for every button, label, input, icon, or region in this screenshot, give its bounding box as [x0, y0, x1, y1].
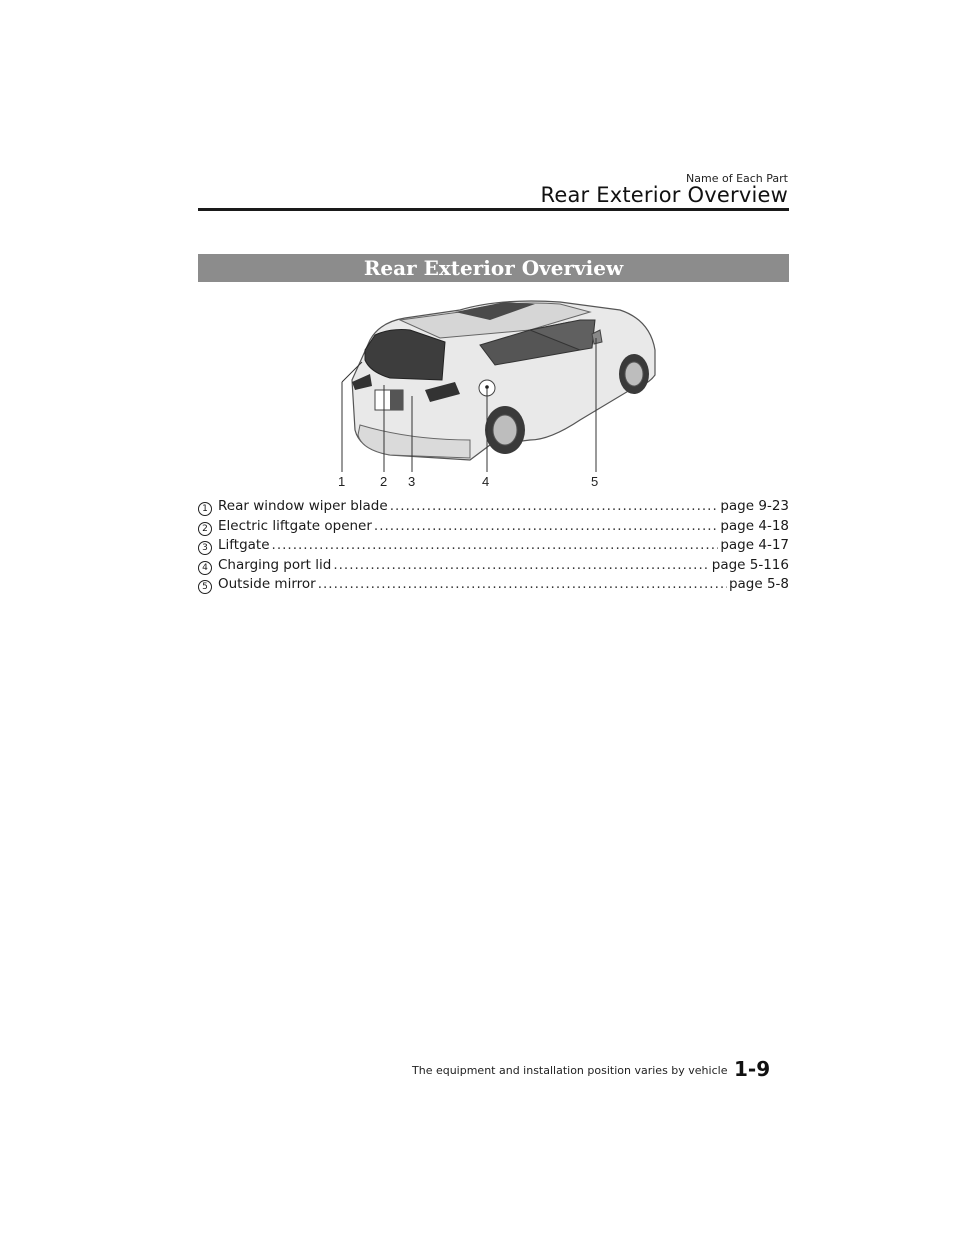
item-page-ref: page 4-17 — [720, 537, 789, 553]
callout-5: 5 — [591, 474, 599, 489]
leader-dots — [318, 575, 727, 595]
callout-4: 4 — [482, 474, 490, 489]
vehicle-rear-illustration — [330, 290, 670, 490]
item-label: Electric liftgate opener — [218, 517, 372, 534]
item-number: 5 — [198, 580, 212, 594]
list-item — [198, 517, 789, 537]
callout-2: 2 — [380, 474, 388, 489]
item-page-ref: page 9-23 — [720, 498, 789, 514]
item-page-ref: page 4-18 — [720, 517, 789, 534]
item-page-ref: page 5-116 — [711, 556, 789, 573]
list-item — [198, 556, 789, 576]
item-number: 2 — [198, 522, 212, 536]
leader-dots — [390, 497, 719, 517]
item-number: 4 — [198, 561, 212, 575]
page-number: 1-9 — [734, 1057, 771, 1081]
running-header-section: Name of Each Part — [686, 172, 788, 185]
leader-dots — [272, 536, 719, 556]
parts-list — [198, 497, 789, 595]
running-header-title: Rear Exterior Overview — [540, 183, 788, 207]
item-label: Rear window wiper blade — [218, 498, 388, 514]
list-item — [198, 536, 789, 556]
leader-dots — [374, 517, 718, 537]
section-banner: Rear Exterior Overview — [198, 254, 789, 282]
item-number: 1 — [198, 502, 212, 516]
item-number: 3 — [198, 541, 212, 555]
item-label: Liftgate — [218, 537, 270, 553]
leader-dots — [333, 556, 709, 576]
callout-3: 3 — [408, 474, 416, 489]
item-label: Outside mirror — [218, 576, 316, 592]
callout-1: 1 — [338, 474, 346, 489]
footer-note: The equipment and installation position varies by vehicle — [412, 1064, 728, 1077]
list-item — [198, 497, 789, 517]
header-rule — [198, 208, 789, 211]
list-item — [198, 575, 789, 595]
item-label: Charging port lid — [218, 556, 332, 573]
item-page-ref: page 5-8 — [728, 576, 789, 592]
